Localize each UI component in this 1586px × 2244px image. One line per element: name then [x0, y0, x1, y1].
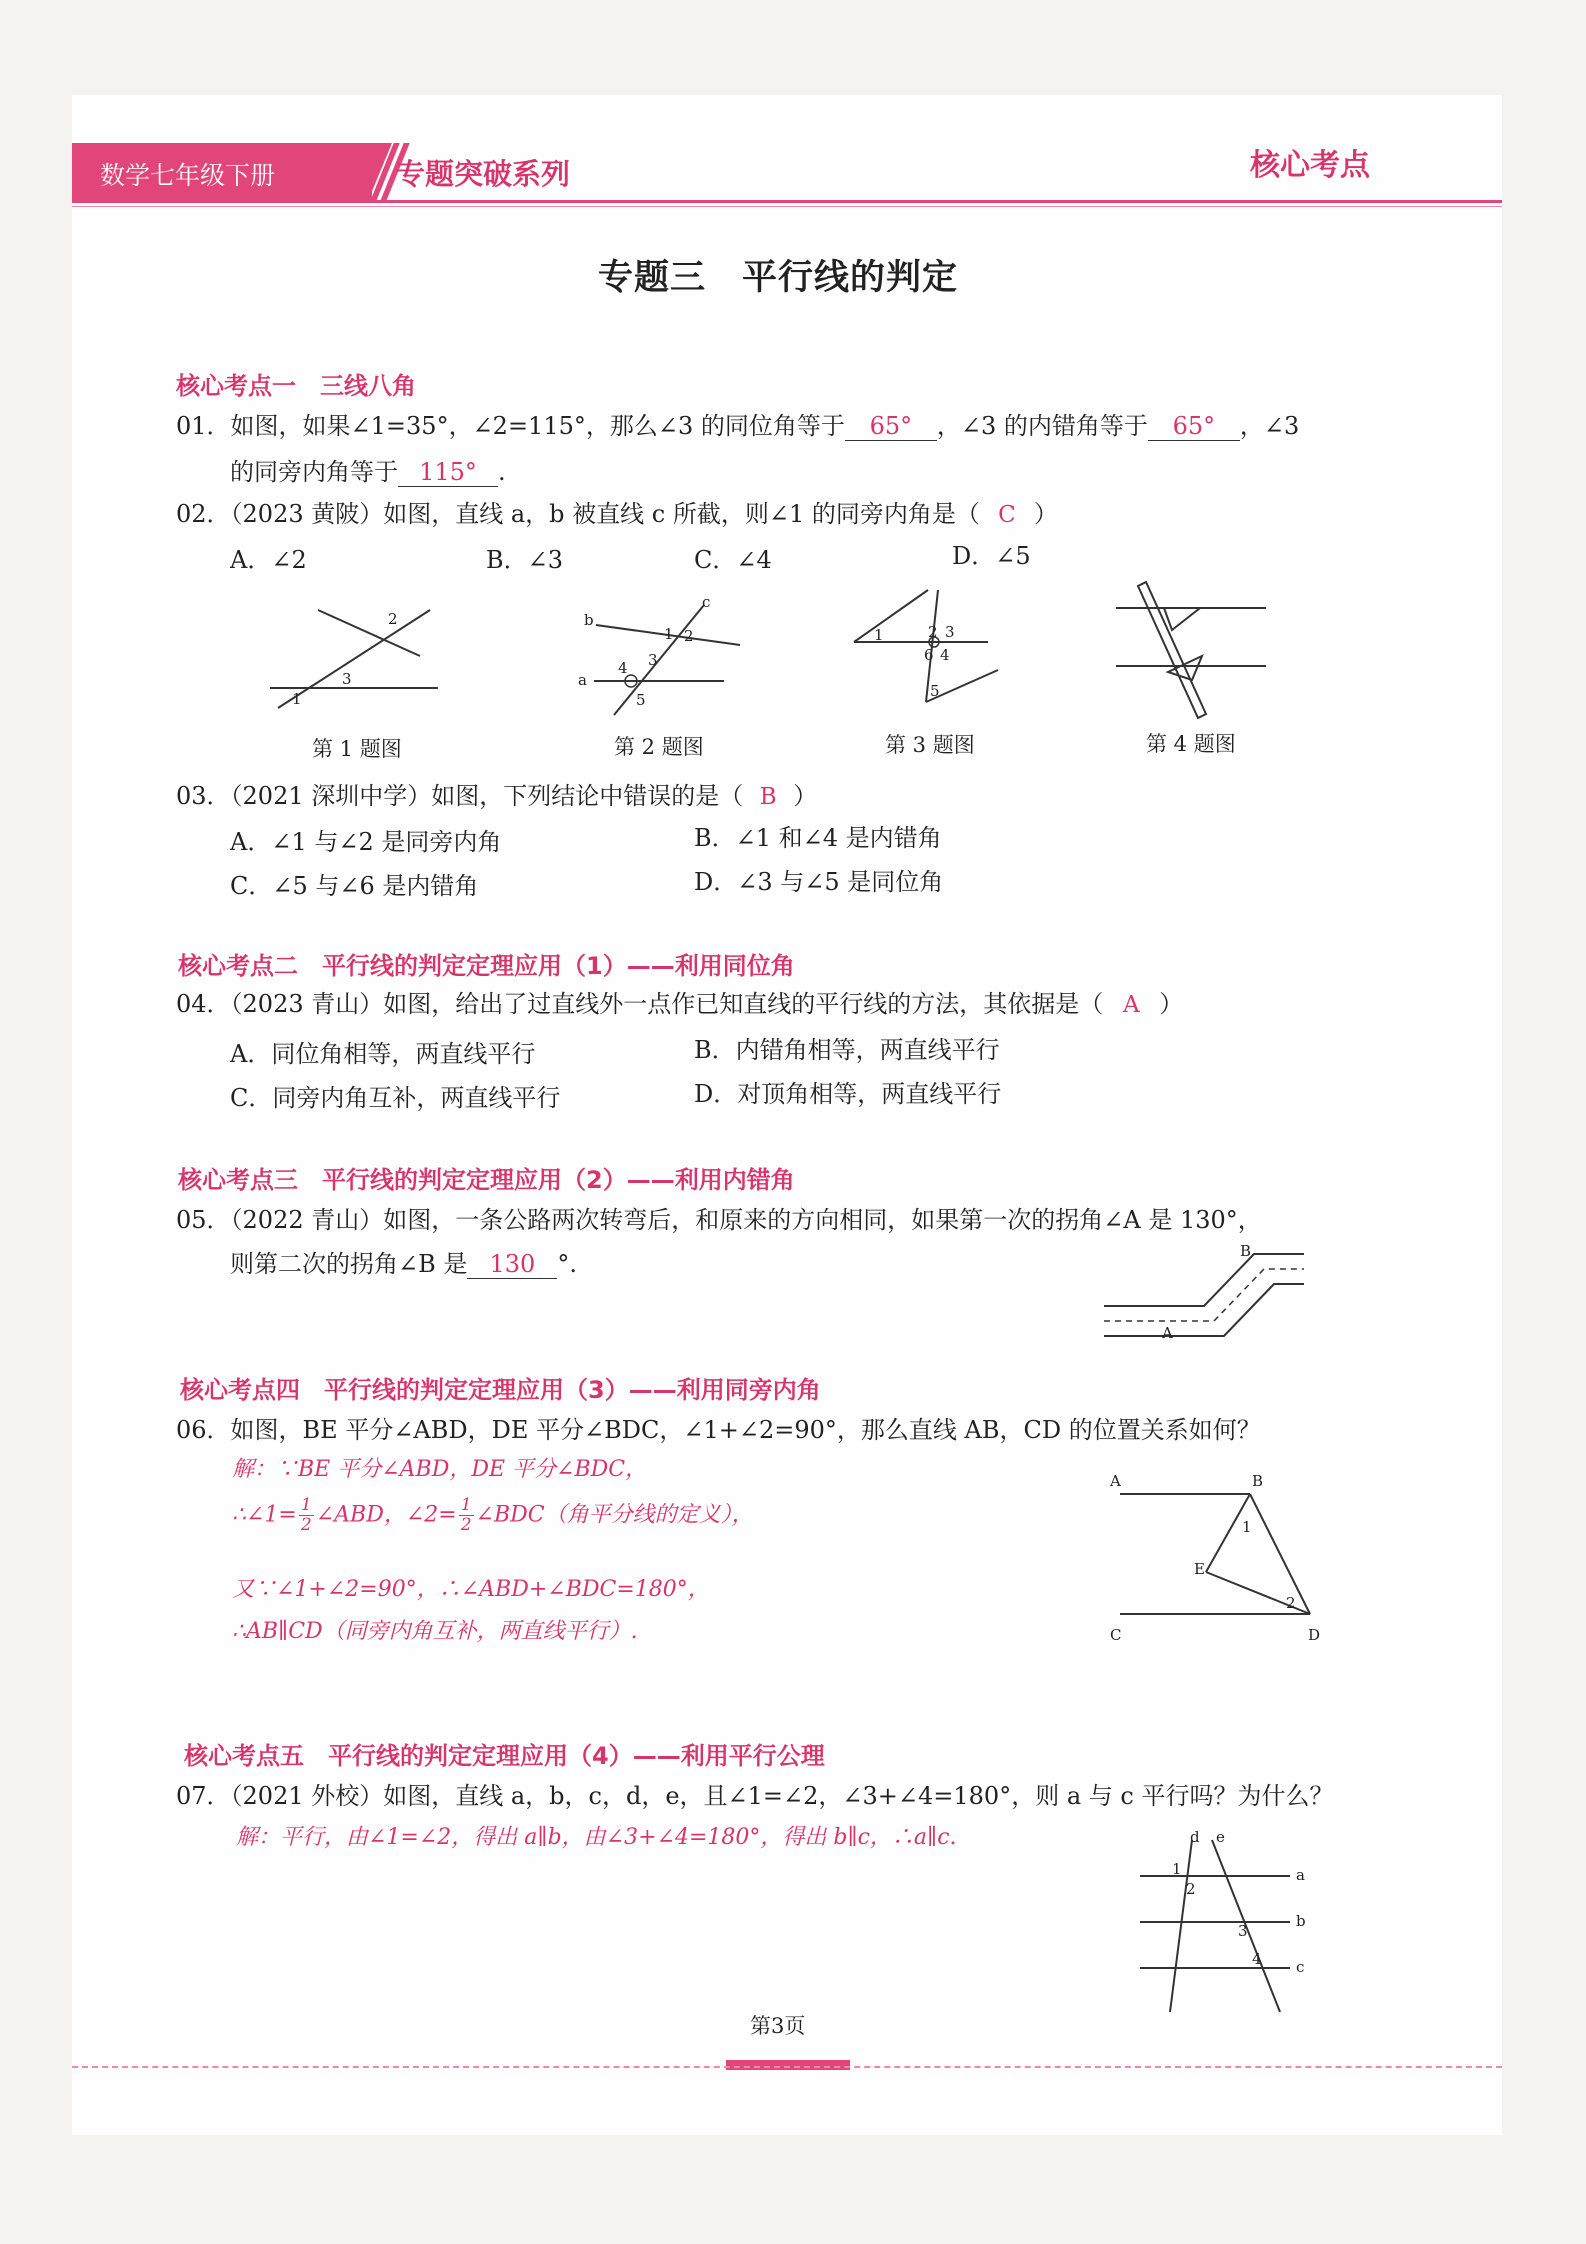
footer-rule	[72, 2066, 1502, 2068]
svg-text:3: 3	[342, 670, 352, 688]
q01-answer-blank-3: 115°	[398, 458, 498, 487]
svg-text:C: C	[1110, 1626, 1122, 1644]
fraction-half	[459, 1496, 474, 1535]
svg-text:2: 2	[684, 627, 694, 645]
page-title: 专题三 平行线的判定	[598, 257, 959, 298]
svg-text:b: b	[584, 611, 594, 629]
svg-text:3: 3	[945, 623, 955, 641]
q07-solution: 解：平行，由∠1=∠2，得出 a∥b，由∠3+∠4=180°，得出 b∥c，∴a∥c.	[236, 1825, 957, 1850]
svg-text:6: 6	[924, 646, 934, 664]
svg-text:E: E	[1194, 1560, 1205, 1578]
question-06: 06．如图，BE 平分∠ABD，DE 平分∠BDC，∠1+∠2=90°，那么直线 AB，CD 的位置关系如何？	[176, 1416, 1261, 1444]
question-03	[176, 776, 817, 811]
figure-2-caption: 第 2 题图	[614, 735, 704, 759]
header-rule-thin	[72, 206, 1502, 207]
q01-text: ，∠3	[1239, 412, 1300, 440]
header-grade-label: 数学七年级下册	[100, 161, 276, 190]
q06-solution-text: ∠ABD，∠2=	[315, 1502, 457, 1528]
q01-text: 01．如图，如果∠1=35°，∠2=115°，那么∠3 的同位角等于	[176, 412, 845, 440]
fraction-denominator: 2	[300, 1515, 312, 1535]
q02-close: ）	[1033, 500, 1058, 528]
svg-text:4: 4	[618, 659, 628, 677]
svg-text:B: B	[1252, 1472, 1264, 1490]
footer-accent-bar	[726, 2060, 850, 2070]
q04-stem: 04．（2023 青山）如图，给出了过直线外一点作已知直线的平行线的方法，其依据是（	[176, 990, 1104, 1018]
svg-text:c: c	[702, 593, 711, 611]
q06-solution-text: ∠BDC（角平分线的定义），	[475, 1502, 754, 1528]
q02-answer: C	[998, 502, 1016, 528]
svg-text:1: 1	[1172, 1860, 1182, 1878]
question-01	[176, 406, 1299, 441]
q03-option-a: A．∠1 与∠2 是同旁内角	[230, 828, 502, 856]
q03-stem: 03．（2021 深圳中学）如图，下列结论中错误的是（	[176, 782, 744, 810]
q03-close: ）	[793, 782, 818, 810]
section-heading-2: 核心考点二 平行线的判定定理应用（1）——利用同位角	[178, 952, 795, 980]
figure-1	[270, 600, 450, 720]
q02-stem: 02．（2023 黄陂）如图，直线 a，b 被直线 c 所截，则∠1 的同旁内角是（	[176, 500, 980, 528]
header-rule	[72, 200, 1502, 203]
q04-answer: A	[1122, 992, 1140, 1018]
q05-answer-blank: 130	[467, 1250, 557, 1279]
q01-answer-blank-1: 65°	[845, 412, 937, 441]
fraction-half	[299, 1496, 314, 1535]
svg-text:a: a	[1296, 1866, 1305, 1884]
svg-text:A: A	[1162, 1324, 1173, 1342]
svg-text:2: 2	[1186, 1880, 1196, 1898]
question-02	[176, 494, 1058, 529]
svg-text:4: 4	[940, 646, 950, 664]
q03-answer: B	[759, 784, 777, 810]
svg-text:c: c	[1296, 1958, 1305, 1976]
question-05: 05．（2022 青山）如图，一条公路两次转弯后，和原来的方向相同，如果第一次的拐角∠A 是 130°，	[176, 1206, 1262, 1234]
figure-3	[848, 580, 1028, 710]
svg-text:3: 3	[648, 651, 658, 669]
question-05-cont	[230, 1244, 577, 1279]
q01-text: ，∠3 的内错角等于	[936, 412, 1148, 440]
q01-text: .	[498, 458, 506, 486]
section-heading-5: 核心考点五 平行线的判定定理应用（4）——利用平行公理	[184, 1742, 825, 1770]
q03-option-b: B．∠1 和∠4 是内错角	[694, 824, 942, 852]
q02-option-b: B．∠3	[486, 546, 564, 574]
q04-option-d: D．对顶角相等，两直线平行	[694, 1080, 1002, 1108]
q04-option-b: B．内错角相等，两直线平行	[694, 1036, 1000, 1064]
figure-4-caption: 第 4 题图	[1146, 732, 1236, 756]
q03-option-c: C．∠5 与∠6 是内错角	[230, 872, 479, 900]
question-01-cont	[230, 452, 506, 487]
svg-text:2: 2	[928, 623, 938, 641]
q04-option-c: C．同旁内角互补，两直线平行	[230, 1084, 561, 1112]
figure-3-caption: 第 3 题图	[885, 733, 975, 757]
figure-q06	[1110, 1470, 1320, 1650]
figure-q07	[1140, 1828, 1320, 2016]
header-right-label: 核心考点	[1250, 148, 1370, 183]
svg-text:a: a	[578, 671, 587, 689]
figure-road	[1104, 1244, 1314, 1340]
svg-text:5: 5	[636, 691, 646, 709]
q03-option-d: D．∠3 与∠5 是同位角	[694, 868, 944, 896]
q06-solution-line-1: 解：∵BE 平分∠ABD，DE 平分∠BDC，	[232, 1457, 648, 1482]
section-heading-4: 核心考点四 平行线的判定定理应用（3）——利用同旁内角	[180, 1376, 821, 1404]
svg-text:B: B	[1240, 1242, 1252, 1260]
q02-option-d: D．∠5	[952, 542, 1031, 570]
svg-text:3: 3	[1238, 1922, 1248, 1940]
q04-option-a: A．同位角相等，两直线平行	[230, 1040, 536, 1068]
fraction-numerator: 1	[460, 1495, 472, 1515]
svg-text:2: 2	[1286, 1594, 1296, 1612]
svg-text:d: d	[1190, 1828, 1200, 1846]
q04-close: ）	[1159, 990, 1184, 1018]
svg-text:b: b	[1296, 1912, 1306, 1930]
section-heading-3: 核心考点三 平行线的判定定理应用（2）——利用内错角	[178, 1166, 795, 1194]
q06-solution-line-3: 又∵∠1+∠2=90°，∴∠ABD+∠BDC=180°，	[232, 1577, 710, 1602]
svg-text:1: 1	[1242, 1518, 1252, 1536]
figure-4	[1116, 580, 1286, 720]
q06-solution-line-2	[232, 1496, 754, 1535]
page-number: 第3页	[750, 2014, 806, 2038]
svg-text:A: A	[1110, 1472, 1121, 1490]
fraction-denominator: 2	[460, 1515, 472, 1535]
svg-text:1: 1	[292, 690, 302, 708]
svg-text:1: 1	[664, 625, 674, 643]
q05-text: °.	[557, 1250, 578, 1278]
q01-answer-blank-2: 65°	[1148, 412, 1240, 441]
figure-2	[574, 595, 754, 725]
q06-solution-line-4: ∴AB∥CD（同旁内角互补，两直线平行）.	[232, 1619, 638, 1644]
q02-option-a: A．∠2	[230, 546, 307, 574]
header-series-label: 专题突破系列	[396, 157, 571, 191]
figure-1-caption: 第 1 题图	[312, 737, 402, 761]
question-07: 07．（2021 外校）如图，直线 a，b，c，d，e，且∠1=∠2，∠3+∠4=180°，则 a 与 c 平行吗？为什么？	[176, 1782, 1334, 1810]
q02-option-c: C．∠4	[694, 546, 772, 574]
svg-text:e: e	[1216, 1828, 1225, 1846]
svg-text:D: D	[1308, 1626, 1321, 1644]
svg-text:2: 2	[388, 610, 398, 628]
question-04	[176, 984, 1183, 1019]
svg-text:4: 4	[1252, 1950, 1262, 1968]
q06-solution-text: ∴∠1=	[232, 1502, 297, 1528]
q01-text: 的同旁内角等于	[230, 458, 398, 486]
svg-text:1: 1	[874, 626, 884, 644]
fraction-numerator: 1	[300, 1495, 312, 1515]
section-heading-1: 核心考点一 三线八角	[176, 372, 416, 400]
svg-text:5: 5	[930, 682, 940, 700]
q05-text: 则第二次的拐角∠B 是	[230, 1250, 468, 1278]
